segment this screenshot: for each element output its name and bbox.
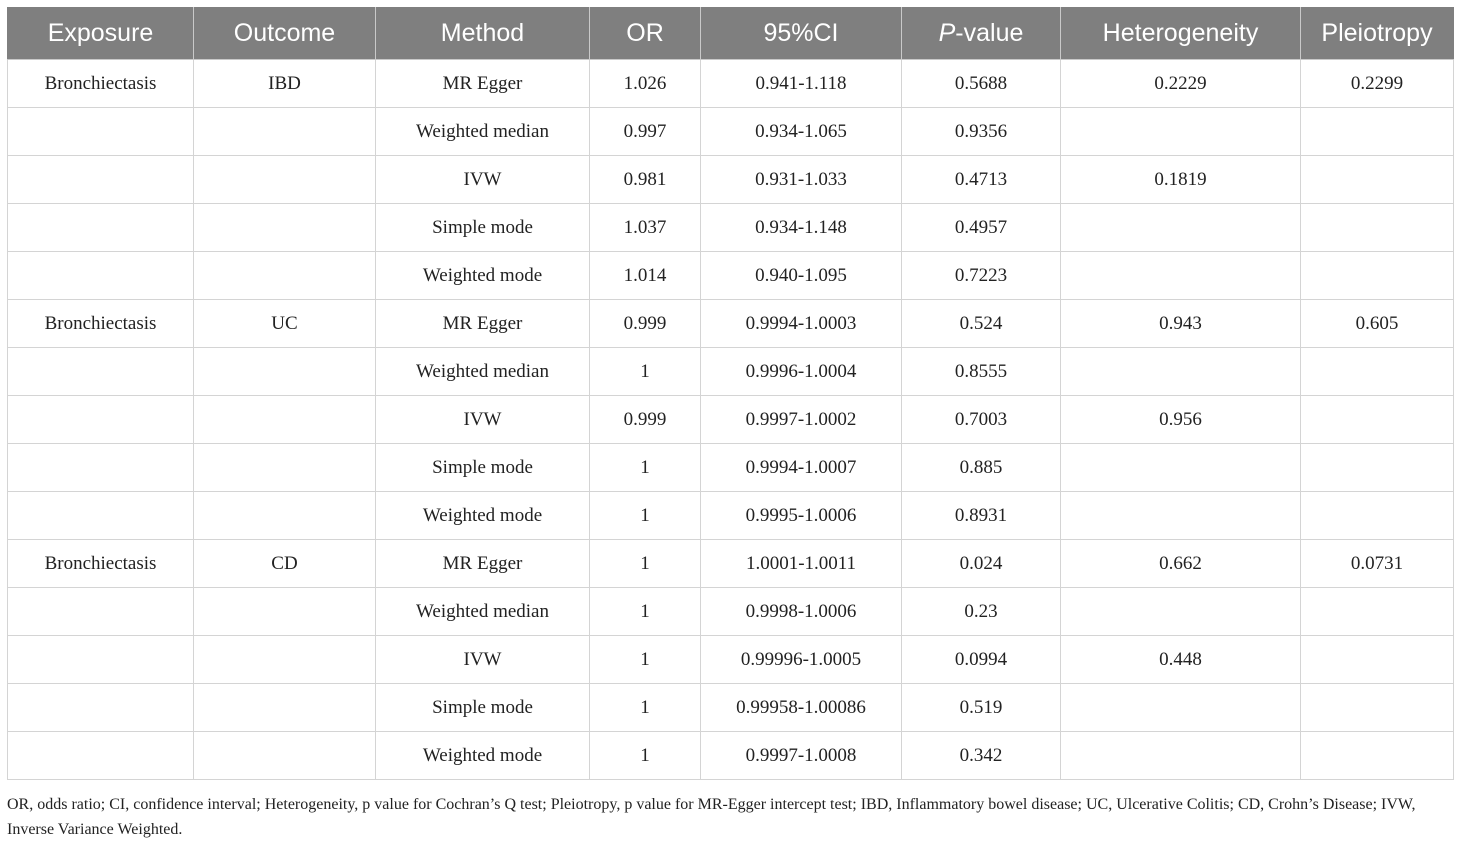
header-method: Method	[376, 7, 590, 60]
cell-heterogeneity: 0.2229	[1061, 60, 1301, 108]
cell-p-value: 0.8931	[902, 492, 1061, 540]
cell-p-value: 0.519	[902, 684, 1061, 732]
cell-p-value: 0.8555	[902, 348, 1061, 396]
cell-method: Weighted median	[376, 588, 590, 636]
cell-method: MR Egger	[376, 60, 590, 108]
mr-results-table	[7, 7, 1454, 780]
cell-method: Weighted mode	[376, 732, 590, 780]
cell-or: 1	[590, 492, 701, 540]
cell-exposure	[8, 444, 194, 492]
cell-exposure	[8, 348, 194, 396]
cell-or: 1	[590, 540, 701, 588]
table-row	[8, 588, 1454, 636]
cell-or: 1	[590, 588, 701, 636]
cell-or: 1.014	[590, 252, 701, 300]
header-p-rest: -value	[955, 18, 1024, 47]
cell-ci: 0.934-1.148	[701, 204, 902, 252]
cell-exposure	[8, 636, 194, 684]
cell-exposure	[8, 588, 194, 636]
cell-heterogeneity: 0.662	[1061, 540, 1301, 588]
cell-ci: 0.9994-1.0003	[701, 300, 902, 348]
table-row	[8, 684, 1454, 732]
cell-pleiotropy	[1301, 252, 1454, 300]
table-row	[8, 348, 1454, 396]
header-p-value	[902, 7, 1061, 60]
header-ci: 95%CI	[701, 7, 902, 60]
cell-ci: 0.99958-1.00086	[701, 684, 902, 732]
cell-p-value: 0.0994	[902, 636, 1061, 684]
cell-method: Simple mode	[376, 684, 590, 732]
cell-heterogeneity: 0.1819	[1061, 156, 1301, 204]
cell-p-value: 0.9356	[902, 108, 1061, 156]
cell-heterogeneity	[1061, 252, 1301, 300]
cell-ci: 1.0001-1.0011	[701, 540, 902, 588]
header-p-italic: P	[938, 18, 956, 47]
cell-outcome: CD	[194, 540, 376, 588]
cell-outcome	[194, 588, 376, 636]
cell-or: 1	[590, 684, 701, 732]
cell-pleiotropy	[1301, 108, 1454, 156]
cell-pleiotropy	[1301, 732, 1454, 780]
header-exposure: Exposure	[8, 7, 194, 60]
table-row	[8, 60, 1454, 108]
header-row	[8, 7, 1454, 60]
cell-method: IVW	[376, 156, 590, 204]
cell-ci: 0.941-1.118	[701, 60, 902, 108]
cell-outcome	[194, 156, 376, 204]
cell-heterogeneity	[1061, 588, 1301, 636]
cell-pleiotropy	[1301, 492, 1454, 540]
cell-p-value: 0.7223	[902, 252, 1061, 300]
header-heterogeneity: Heterogeneity	[1061, 7, 1301, 60]
table-row	[8, 204, 1454, 252]
cell-or: 0.997	[590, 108, 701, 156]
cell-heterogeneity	[1061, 684, 1301, 732]
cell-heterogeneity	[1061, 204, 1301, 252]
cell-or: 0.981	[590, 156, 701, 204]
cell-p-value: 0.885	[902, 444, 1061, 492]
table-row	[8, 492, 1454, 540]
table-row	[8, 252, 1454, 300]
cell-ci: 0.9997-1.0008	[701, 732, 902, 780]
cell-or: 1	[590, 444, 701, 492]
cell-exposure	[8, 732, 194, 780]
cell-exposure: Bronchiectasis	[8, 60, 194, 108]
cell-exposure	[8, 108, 194, 156]
table-row	[8, 732, 1454, 780]
cell-heterogeneity	[1061, 444, 1301, 492]
cell-method: Weighted median	[376, 348, 590, 396]
cell-exposure	[8, 204, 194, 252]
cell-ci: 0.940-1.095	[701, 252, 902, 300]
cell-pleiotropy	[1301, 396, 1454, 444]
table-row	[8, 444, 1454, 492]
cell-method: Weighted mode	[376, 492, 590, 540]
table-header	[8, 7, 1454, 60]
cell-method: IVW	[376, 396, 590, 444]
cell-heterogeneity: 0.956	[1061, 396, 1301, 444]
cell-outcome	[194, 204, 376, 252]
results-table-container	[7, 7, 1453, 780]
table-row	[8, 636, 1454, 684]
cell-pleiotropy	[1301, 444, 1454, 492]
cell-ci: 0.99996-1.0005	[701, 636, 902, 684]
cell-pleiotropy	[1301, 204, 1454, 252]
table-row	[8, 300, 1454, 348]
cell-ci: 0.9996-1.0004	[701, 348, 902, 396]
header-pleiotropy: Pleiotropy	[1301, 7, 1454, 60]
cell-or: 1	[590, 348, 701, 396]
cell-heterogeneity: 0.448	[1061, 636, 1301, 684]
cell-pleiotropy: 0.2299	[1301, 60, 1454, 108]
cell-heterogeneity	[1061, 492, 1301, 540]
cell-p-value: 0.342	[902, 732, 1061, 780]
cell-method: IVW	[376, 636, 590, 684]
cell-outcome	[194, 492, 376, 540]
cell-exposure	[8, 396, 194, 444]
cell-ci: 0.9998-1.0006	[701, 588, 902, 636]
cell-method: MR Egger	[376, 300, 590, 348]
header-outcome: Outcome	[194, 7, 376, 60]
cell-p-value: 0.4957	[902, 204, 1061, 252]
cell-or: 1.037	[590, 204, 701, 252]
cell-pleiotropy	[1301, 636, 1454, 684]
cell-ci: 0.9994-1.0007	[701, 444, 902, 492]
cell-outcome	[194, 684, 376, 732]
cell-outcome: IBD	[194, 60, 376, 108]
cell-pleiotropy: 0.0731	[1301, 540, 1454, 588]
cell-pleiotropy	[1301, 588, 1454, 636]
cell-method: Simple mode	[376, 204, 590, 252]
cell-exposure	[8, 156, 194, 204]
cell-p-value: 0.4713	[902, 156, 1061, 204]
cell-p-value: 0.024	[902, 540, 1061, 588]
cell-exposure	[8, 252, 194, 300]
table-row	[8, 540, 1454, 588]
cell-method: Simple mode	[376, 444, 590, 492]
cell-or: 0.999	[590, 300, 701, 348]
cell-pleiotropy	[1301, 156, 1454, 204]
cell-outcome	[194, 108, 376, 156]
cell-method: Weighted mode	[376, 252, 590, 300]
cell-ci: 0.9995-1.0006	[701, 492, 902, 540]
cell-outcome: UC	[194, 300, 376, 348]
cell-outcome	[194, 396, 376, 444]
cell-outcome	[194, 636, 376, 684]
cell-pleiotropy	[1301, 684, 1454, 732]
cell-ci: 0.931-1.033	[701, 156, 902, 204]
cell-heterogeneity	[1061, 108, 1301, 156]
cell-exposure: Bronchiectasis	[8, 540, 194, 588]
table-row	[8, 156, 1454, 204]
cell-exposure: Bronchiectasis	[8, 300, 194, 348]
cell-outcome	[194, 348, 376, 396]
cell-heterogeneity	[1061, 732, 1301, 780]
cell-or: 1.026	[590, 60, 701, 108]
cell-exposure	[8, 684, 194, 732]
cell-outcome	[194, 444, 376, 492]
cell-ci: 0.934-1.065	[701, 108, 902, 156]
cell-method: Weighted median	[376, 108, 590, 156]
cell-pleiotropy	[1301, 348, 1454, 396]
table-body	[8, 60, 1454, 780]
cell-or: 0.999	[590, 396, 701, 444]
cell-p-value: 0.524	[902, 300, 1061, 348]
cell-p-value: 0.5688	[902, 60, 1061, 108]
table-row	[8, 396, 1454, 444]
table-footnote: OR, odds ratio; CI, confidence interval; Heterogeneity, p value for Cochran’s Q test; Pleiotropy, p value for MR-Egger intercept test; IBD, Inflammatory bowel disease; UC, Ulcerative Colitis; CD, Crohn’s Disease; IVW, Inverse Variance Weighted.	[7, 796, 1416, 838]
cell-outcome	[194, 252, 376, 300]
cell-pleiotropy: 0.605	[1301, 300, 1454, 348]
cell-ci: 0.9997-1.0002	[701, 396, 902, 444]
cell-heterogeneity: 0.943	[1061, 300, 1301, 348]
cell-outcome	[194, 732, 376, 780]
header-or: OR	[590, 7, 701, 60]
cell-p-value: 0.23	[902, 588, 1061, 636]
cell-exposure	[8, 492, 194, 540]
cell-or: 1	[590, 636, 701, 684]
cell-or: 1	[590, 732, 701, 780]
table-row	[8, 108, 1454, 156]
cell-p-value: 0.7003	[902, 396, 1061, 444]
cell-heterogeneity	[1061, 348, 1301, 396]
cell-method: MR Egger	[376, 540, 590, 588]
